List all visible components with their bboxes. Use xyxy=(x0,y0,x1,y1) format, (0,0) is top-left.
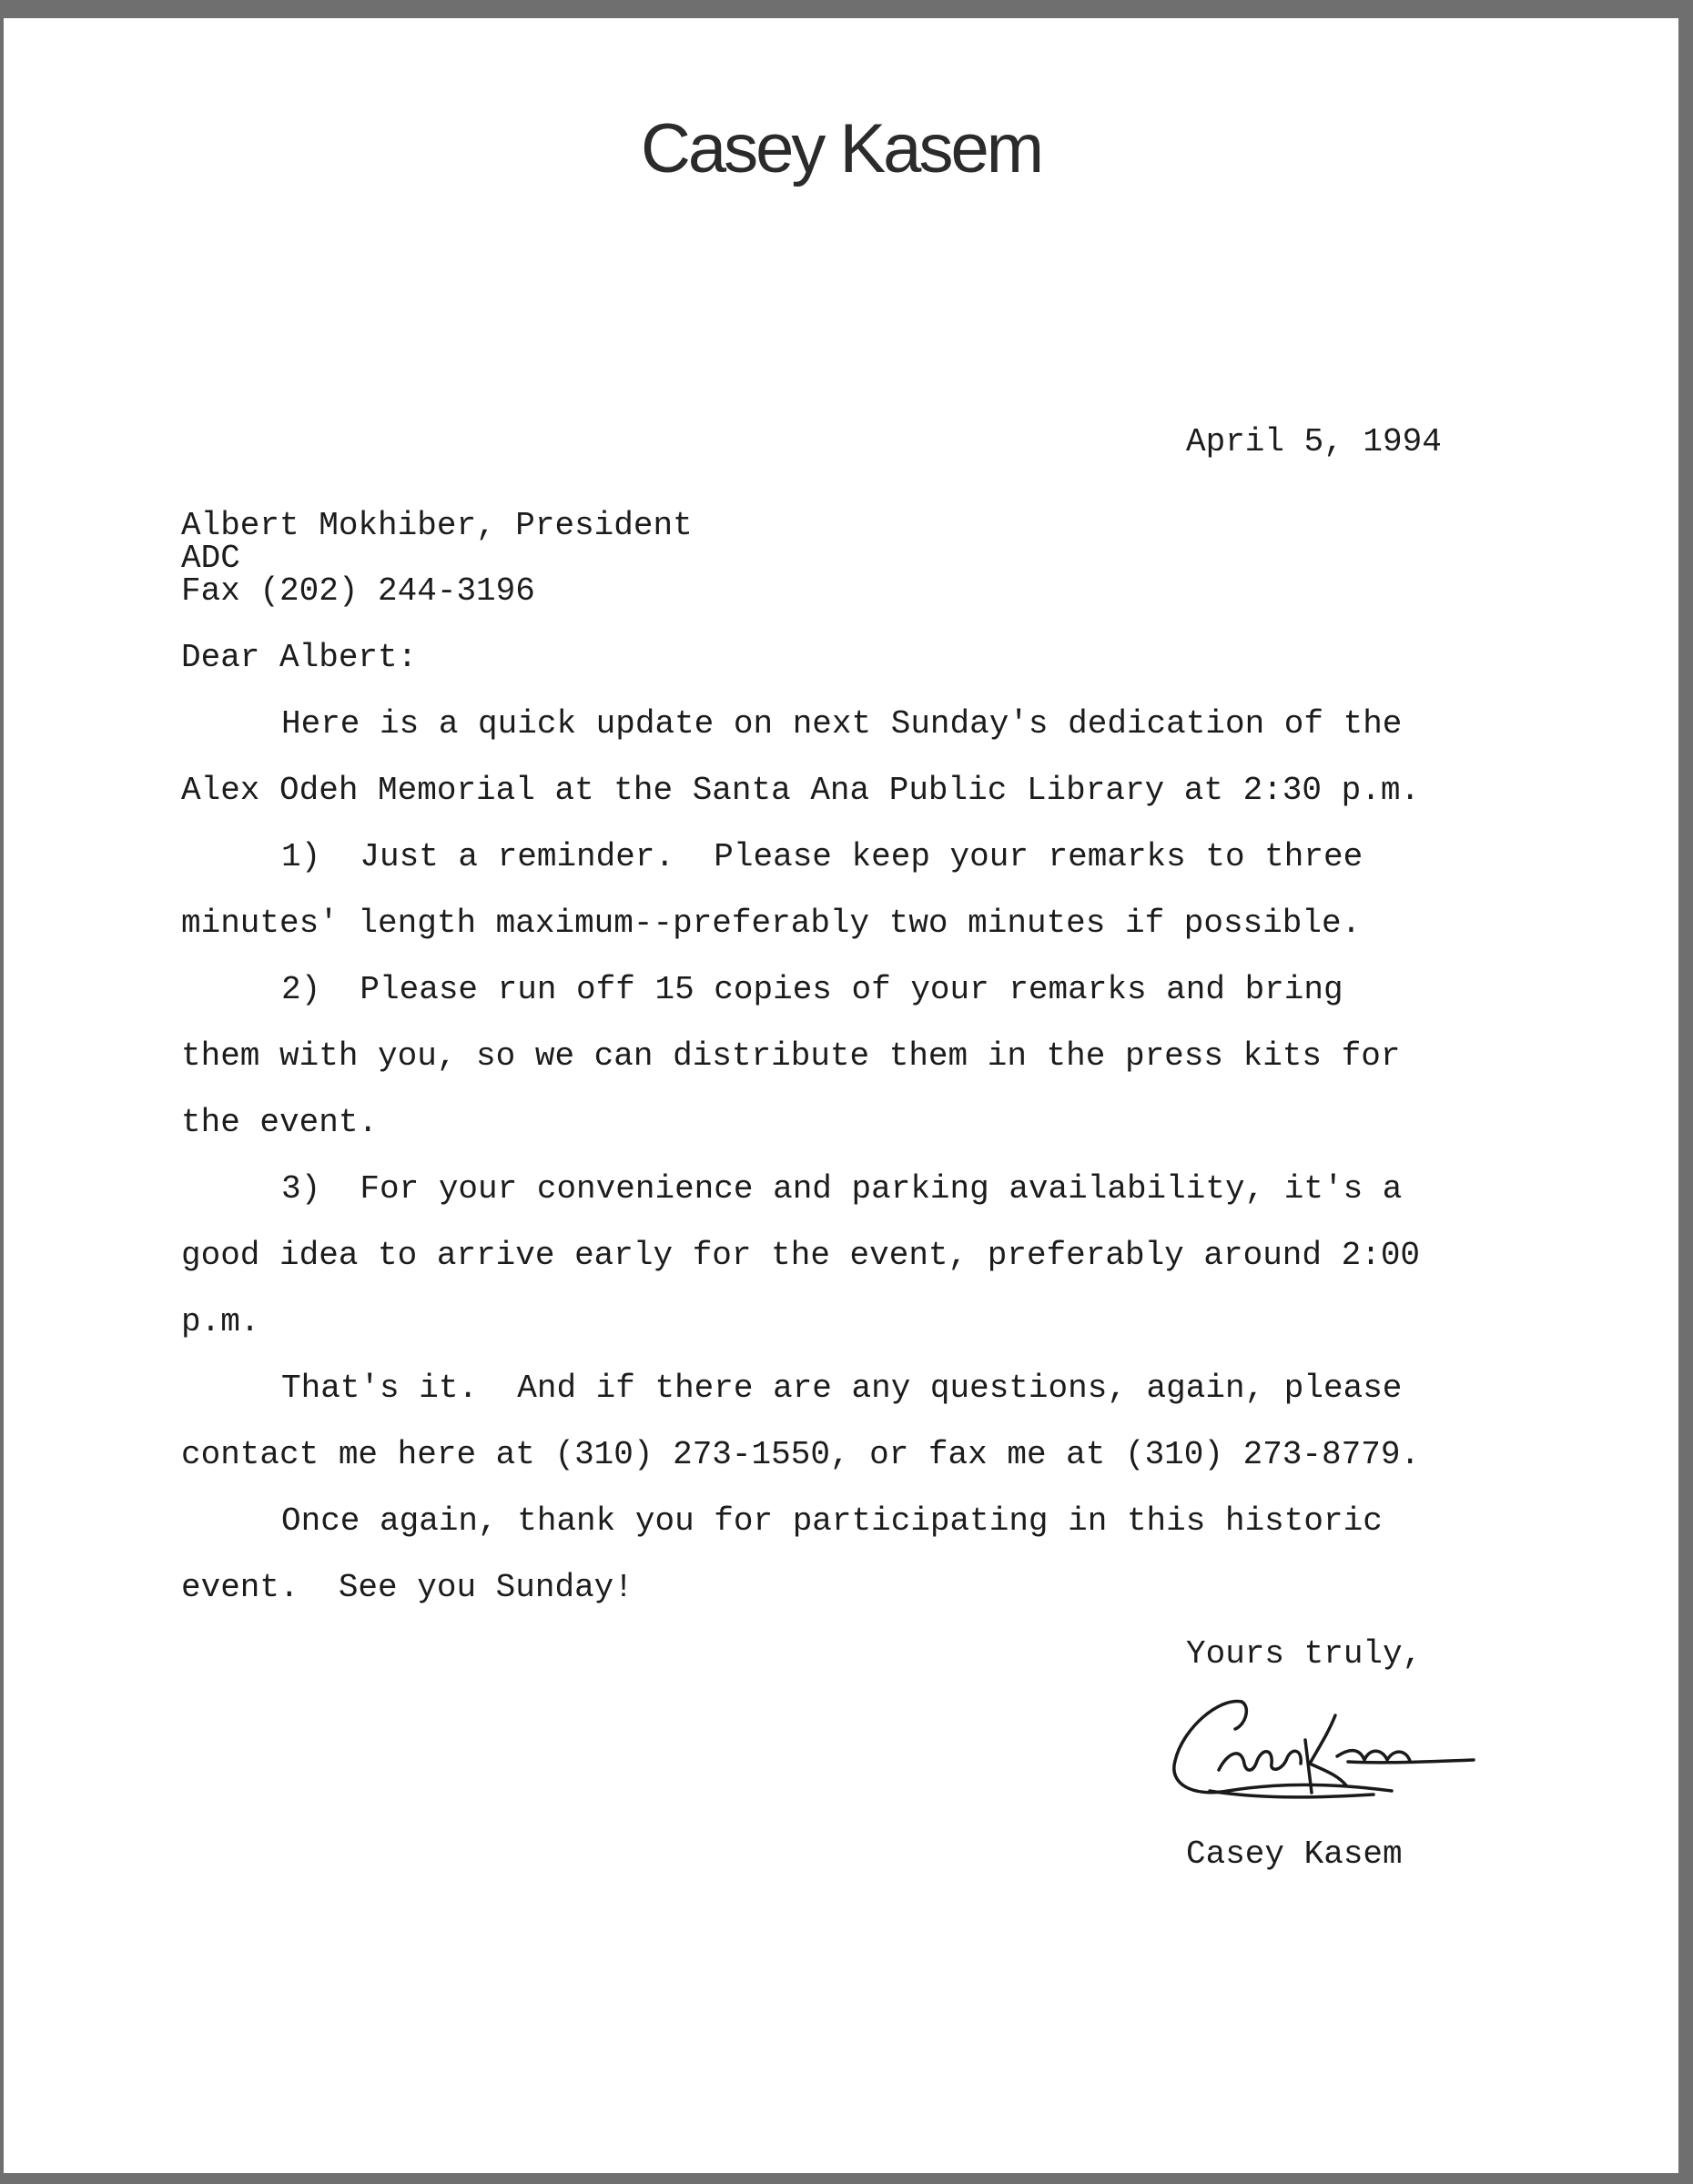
body-line: Once again, thank you for participating in this historic xyxy=(281,1502,1383,1540)
salutation: Dear Albert: xyxy=(181,639,418,676)
body-line: them with you, so we can distribute them in the press kits for xyxy=(181,1037,1401,1075)
body-line: Alex Odeh Memorial at the Santa Ana Public Library at 2:30 p.m. xyxy=(181,772,1421,809)
body-line: 2) Please run off 15 copies of your remarks and bring xyxy=(281,971,1343,1008)
body-line: good idea to arrive early for the event, preferably around 2:00 xyxy=(181,1237,1421,1274)
letter-date: April 5, 1994 xyxy=(1186,423,1442,460)
body-line: 1) Just a reminder. Please keep your remarks to three xyxy=(281,838,1364,875)
handwritten-signature xyxy=(1155,1684,1537,1820)
closing: Yours truly, xyxy=(1186,1635,1423,1673)
signature-name: Casey Kasem xyxy=(1186,1835,1403,1873)
body-line: the event. xyxy=(181,1104,379,1141)
letter-page xyxy=(4,18,1678,2173)
body-line: 3) For your convenience and parking availability, it's a xyxy=(281,1170,1403,1208)
body-line: p.m. xyxy=(181,1303,260,1340)
body-line: event. See you Sunday! xyxy=(181,1569,634,1606)
recipient-fax: Fax (202) 244-3196 xyxy=(181,572,535,610)
recipient-org: ADC xyxy=(181,540,240,577)
body-line: minutes' length maximum--preferably two minutes if possible. xyxy=(181,905,1362,942)
body-line: Here is a quick update on next Sunday's dedication of the xyxy=(281,705,1403,743)
body-line: contact me here at (310) 273-1550, or fax me at (310) 273-8779. xyxy=(181,1436,1421,1473)
recipient-name: Albert Mokhiber, President xyxy=(181,507,693,544)
letterhead-logo: Casey Kasem xyxy=(640,110,1042,187)
body-line: That's it. And if there are any questions, again, please xyxy=(281,1370,1403,1407)
